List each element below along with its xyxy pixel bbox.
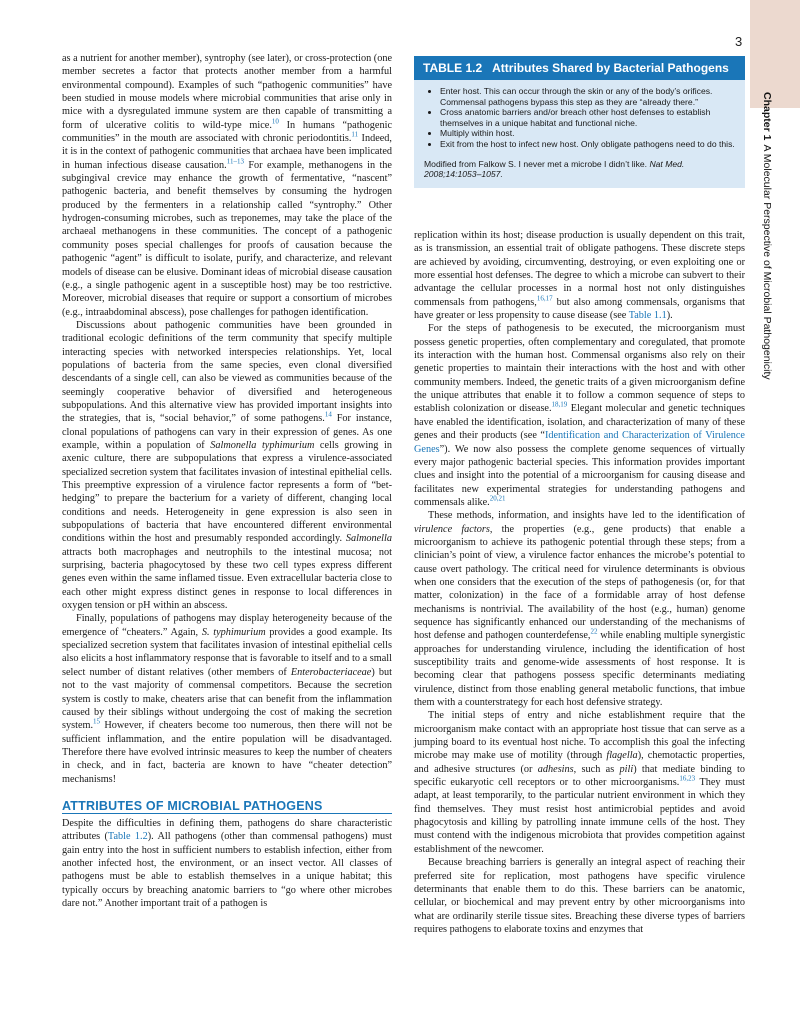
paragraph: as a nutrient for another member), syntrophy (see later), or cross-protection (one member secretes a factor that protects another member from a harmful environmental compound). Examples of such “pathogenic communities” have been studied in mouse models where microbial communities that arise only in mice with a dysregulated immune system are then capable of transmitting a form of ulcerative colitis to wild-type mice.$^{10}$ In humans “pathogenic communities” in the mouth are associated with chronic periodontitis.$^{11}$ Indeed, it is in the context of pathogenic communities that archaea have been implicated in human infectious disease causation.$^{11-13}$ For example, methanogens in the subgingival crevice may enhance the growth of fermentative, “nascent” pathogenic bacteria, and benefit themselves by consuming the hydrogen produced by the fermenters in a relationship called “syntrophy.” Other hydrogen-consuming microbes, such as treponemes, may take the place of the archaeal methanogens in these communities. The concept of a pathogenic community poses special challenges for proofs of causation because the pathogenic “agent” is difficult to isolate, purify, and characterize, and relevant models of disease can be elusive. Dominant ideas of microbial disease causation (e.g., a single pathogenic agent in a susceptible host) may be too restrictive. Moreover, microbial diseases that require or support a consortium of microbes (e.g., intraabdominal abscess), pose challenges for pathogen identification.: [62, 53, 392, 318]
section-link[interactable]: Identification and Characterization of Virulence Genes: [414, 430, 745, 455]
citation[interactable]: 14: [324, 410, 332, 419]
list-item: • Cross anatomic barriers and/or breach other host defenses to establish themselves in a unique habitat and functional niche.: [440, 107, 735, 128]
citation[interactable]: 15: [93, 717, 101, 726]
paragraph: Finally, populations of pathogens may display heterogeneity because of the emergence of “cheaters.” Again, S. typhimurium provides a good example. Its specialized secretion system that facilitates invasion of intestinal epithelial cells also elicits a host inflammatory response that is favorable to itself and to a small select number of distant relatives (other members of Enterobacteriaceae) but not to the vast majority of commensal competitors. Because the secretion system is costly to make, cheaters arise that can benefit from the inflammation caused by their siblings without undergoing the cost of making the secretion system.$^{15}$ However, if cheaters become too numerous, then there will not be sufficient inflammation, and the entire population will be disadvantaged. Therefore there have evolved intrinsic measures to keep the number of cheaters in check, and in fact, bacteria are known to have “cheater detection” mechanisms!: [62, 613, 392, 785]
paragraph: Despite the difficulties in defining them, pathogens do share characteristic attributes (Table 1.2). All pathogens (other than commensal pathogens) must gain entry into the host in sufficient numbers to establish infection, either from another infected host, the environment, or an insect vector. All classes of pathogens must be able to establish themselves in a unique habitat; this typically occurs by breaching anatomic barriers to “go where other microbes dare not.” Another important trait of a pathogen is: [62, 817, 393, 909]
running-head: [761, 92, 773, 380]
citation[interactable]: 11: [351, 130, 359, 139]
chapter-tab: [750, 0, 800, 108]
citation[interactable]: 16,23: [679, 774, 696, 783]
citation[interactable]: 18,19: [551, 401, 568, 410]
running-head-chapter: Chapter 1: [761, 92, 773, 141]
list-item: • Exit from the host to infect new host. Only obligate pathogens need to do this.: [440, 139, 735, 150]
paragraph: replication within its host; disease production is usually dependent on this trait, as is transmission, an essential trait of obligate pathogens. These discrete steps are achieved by avoiding, circumventing, destroying, or even exploiting one or more essential host defenses. The degree to which a microbe can subvert to their advantage the cellular processes in a normal host not only distinguishes commensals from pathogens,$^{16,17}$ but also among commensals, organisms that have greater or less propensity to cause disease (see Table 1.1).: [414, 230, 746, 322]
list-item: • Multiply within host.: [440, 128, 735, 139]
page-number: 3: [735, 34, 743, 49]
table-source: Modified from Falkow S. I never met a microbe I didn’t like. Nat Med. 2008;14:1053–1057.: [424, 158, 685, 180]
table-link[interactable]: Table 1.1: [628, 310, 667, 322]
citation[interactable]: 22: [590, 627, 598, 636]
citation[interactable]: 20,21: [489, 494, 506, 503]
paragraph: The initial steps of entry and niche establishment require that the microorganism make contact with an appropriate host tissue that can serve as a jumping board to its eventual host niche. To accomplish this goal the infecting microbe may make use of motility (through flagella), chemotactic properties, and adhesive structures (or adhesins, such as pili) that mediate binding to specific eukaryotic cell receptors or to other microorganisms.$^{16,23}$ They must adapt, at least temporarily, to the particular nutrient environment in which they find themselves. They must resist host antimicrobial peptides and avoid phagocytosis and killing by patrolling innate immune cells of the host. They must contend with the indigenous microbiota that provides competition against establishment of the newcomer.: [414, 710, 746, 855]
paragraph: These methods, information, and insights have led to the identification of virulence factors, the properties (e.g., gene products) that enable a microorganism to achieve its pathogenic potential through these steps; from a clinician’s point of view, a virulence factor enhances the microbe’s potential to cause overt pathology. The critical need for virulence determinants is obvious when one considers that the execution of the steps of pathogenesis (or, for that matter, colonization) in the face of a formidable array of host defense mechanisms is nontrivial. The availability of the host (e.g., human) genome sequence has significantly enhanced our understanding of the mechanisms of host defense and pathogen counterdefense,$^{22}$ while enabling multiple synergistic approaches for understanding virulence, including the identification of host susceptibility traits and genome-wide assessments of host response. It is becoming clear that pathogens possess specific determinants mediating virulence, distinct from those enabling general metabolic functions, that imbue them with a counterstrategy for each host defensive strategy.: [414, 510, 745, 709]
paragraph: Discussions about pathogenic communities have been grounded in traditional ecologic definitions of the term community that specify multiple interacting species with networked interspecies relationships. Yet, local populations of bacteria from the same species, even clonal diversified descendants of a single cell, can also be viewed as communities because of the seemingly cooperative behavior of diversified and heterogeneous subpopulations. And this alternative view has provided important insights into the strategies, that is, “social behavior,” of some pathogens.$^{14}$ For instance, clonal populations of pathogens can vary in their expression of genes. As one example, within a population of Salmonella typhimurium cells growing in axenic culture, there are subpopulations that express a virulence-associated specialized secretion system that facilitates invasion of intestinal epithelial cells. This preemptive expression of a virulence factor represents a form of “bet-hedging” to prepare the bacterium for a variety of different, changing local conditions and needs. Heterogeneity in gene expression is also seen in subpopulations of bacteria that have encountered different environmental conditions within the host and presumably responded accordingly. Salmonella attracts both macrophages and neutrophils to the intestinal mucosa; not surprising, bacteria phagocytosed by these two cell types express different genes even within the same inflamed tissue. Even extracellular bacteria close to each other might express distinct genes in response to local differences in oxygen tension or pH within an abscess.: [62, 319, 392, 612]
table-body: [414, 80, 745, 188]
section-heading: ATTRIBUTES OF MICROBIAL PATHOGENS: [62, 799, 392, 814]
citation[interactable]: 11–13: [226, 157, 244, 166]
citation[interactable]: 16,17: [536, 294, 553, 303]
list-item: • Enter host. This can occur through the skin or any of the body’s orifices. Commensal pathogens bypass this step as they are “already there.”: [440, 86, 735, 107]
table-link[interactable]: Table 1.2: [107, 831, 148, 843]
table-list: [424, 86, 735, 150]
citation[interactable]: 10: [271, 117, 279, 126]
running-head-title: A Molecular Perspective of Microbial Pathogenicity: [761, 144, 773, 380]
table-1-2: [414, 56, 745, 188]
table-title: TABLE 1.2 Attributes Shared by Bacterial Pathogens: [414, 56, 745, 80]
paragraph: For the steps of pathogenesis to be executed, the microorganism must possess genetic properties, often complementary and coregulated, that promote its interaction with the human host. Commensal organisms also rely on their genetic properties to maintain their interactions with the host and with other community members. Indeed, the genetic traits of a given microorganism define the unique attributes that enable it to follow a common sequence of steps to establish colonization or disease.$^{18,19}$ Elegant molecular and genetic techniques have enabled the identification, isolation, and characterization of many of these genes and their products (see “Identification and Characterization of Virulence Genes”). We now also possess the complete genome sequences of virtually every major pathogenic bacterial species. This information provides important clues and insight into the potential of a microorganism for causing disease and facilitates new experimental strategies for understanding pathogens and commensals alike.$^{20,21}$: [414, 323, 745, 508]
left-column: [62, 52, 392, 910]
paragraph: Because breaching barriers is generally an integral aspect of reaching their preferred site for replication, most pathogens have specific virulence determinants that enable them to do this. These barriers can be anatomic, cellular, or biochemical and may prevent entry by other microorganisms into what are ordinarily sterile tissue sites. Breaching these diverse types of barriers requires pathogens to elaborate toxins and enzymes that: [414, 857, 745, 935]
right-column: [414, 229, 745, 936]
